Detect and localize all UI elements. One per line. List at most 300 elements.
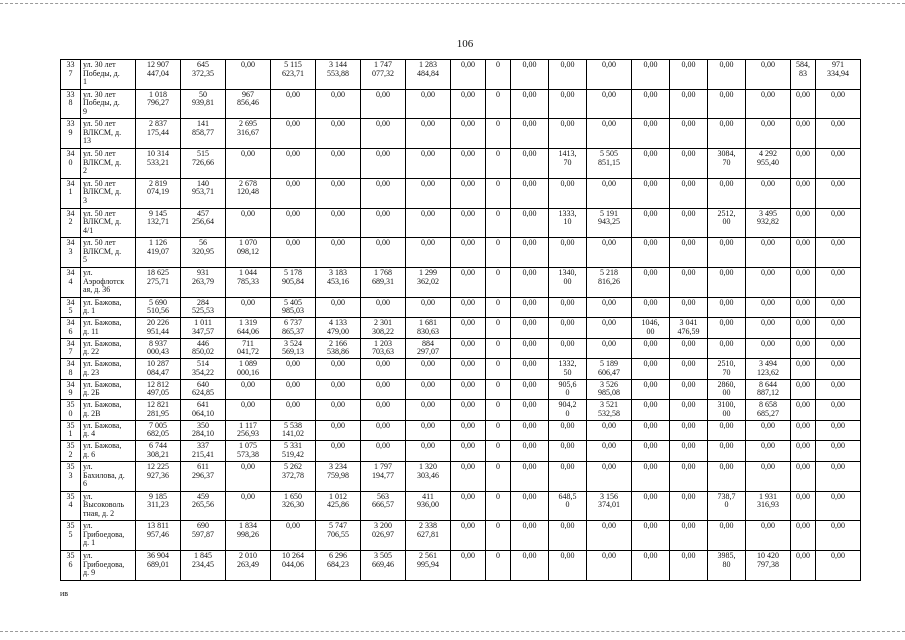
value-cell: 0,00 bbox=[451, 491, 486, 521]
value-cell: 0 bbox=[486, 297, 511, 318]
value-cell: 0,00 bbox=[406, 238, 451, 268]
value-cell: 1340, 00 bbox=[549, 268, 587, 298]
value-cell: 13 811 957,46 bbox=[136, 521, 181, 551]
value-cell: 0,00 bbox=[451, 318, 486, 339]
value-cell: 0 bbox=[486, 238, 511, 268]
value-cell: 0,00 bbox=[670, 60, 708, 90]
value-cell: 0,00 bbox=[549, 119, 587, 149]
value-cell: 1332, 50 bbox=[549, 359, 587, 380]
value-cell: 514 354,22 bbox=[181, 359, 226, 380]
value-cell: 0,00 bbox=[708, 238, 746, 268]
value-cell: 0,00 bbox=[708, 60, 746, 90]
value-cell: 0,00 bbox=[670, 521, 708, 551]
value-cell: 0,00 bbox=[511, 400, 549, 421]
value-cell: 1 747 077,32 bbox=[361, 60, 406, 90]
value-cell: 0,00 bbox=[361, 359, 406, 380]
value-cell: 0,00 bbox=[271, 178, 316, 208]
value-cell: 0,00 bbox=[511, 462, 549, 492]
value-cell: 0,00 bbox=[511, 60, 549, 90]
value-cell: 0,00 bbox=[271, 379, 316, 400]
value-cell: 0,00 bbox=[511, 338, 549, 359]
value-cell: 0,00 bbox=[816, 441, 861, 462]
row-number-cell: 34 4 bbox=[61, 268, 81, 298]
value-cell: 8 644 887,12 bbox=[746, 379, 791, 400]
row-number-cell: 35 5 bbox=[61, 521, 81, 551]
value-cell: 0,00 bbox=[816, 297, 861, 318]
value-cell: 0,00 bbox=[451, 89, 486, 119]
row-number-cell: 35 3 bbox=[61, 462, 81, 492]
value-cell: 3084, 70 bbox=[708, 149, 746, 179]
value-cell: 0,00 bbox=[746, 420, 791, 441]
table-row bbox=[61, 551, 861, 581]
value-cell: 0 bbox=[486, 89, 511, 119]
value-cell: 0,00 bbox=[406, 359, 451, 380]
value-cell: 140 953,71 bbox=[181, 178, 226, 208]
value-cell: 931 263,79 bbox=[181, 268, 226, 298]
row-number-cell: 33 8 bbox=[61, 89, 81, 119]
value-cell: 0,00 bbox=[670, 379, 708, 400]
table-row bbox=[61, 149, 861, 179]
value-cell: 5 178 905,84 bbox=[271, 268, 316, 298]
value-cell: 0,00 bbox=[361, 89, 406, 119]
value-cell: 0,00 bbox=[791, 149, 816, 179]
value-cell: 0,00 bbox=[511, 268, 549, 298]
value-cell: 0 bbox=[486, 379, 511, 400]
value-cell: 0,00 bbox=[406, 208, 451, 238]
value-cell: 0 bbox=[486, 420, 511, 441]
value-cell: 0,00 bbox=[746, 338, 791, 359]
value-cell: 0,00 bbox=[587, 462, 632, 492]
value-cell: 0,00 bbox=[587, 551, 632, 581]
row-number-cell: 35 1 bbox=[61, 420, 81, 441]
value-cell: 0,00 bbox=[587, 521, 632, 551]
value-cell: 0,00 bbox=[451, 420, 486, 441]
value-cell: 9 185 311,23 bbox=[136, 491, 181, 521]
value-cell: 5 538 141,02 bbox=[271, 420, 316, 441]
value-cell: 2860, 00 bbox=[708, 379, 746, 400]
value-cell: 0,00 bbox=[816, 462, 861, 492]
value-cell: 6 744 308,21 bbox=[136, 441, 181, 462]
value-cell: 0,00 bbox=[406, 420, 451, 441]
value-cell: 0,00 bbox=[549, 60, 587, 90]
value-cell: 3 505 669,46 bbox=[361, 551, 406, 581]
value-cell: 0 bbox=[486, 318, 511, 339]
value-cell: 0,00 bbox=[708, 462, 746, 492]
value-cell: 0 bbox=[486, 178, 511, 208]
value-cell: 0,00 bbox=[632, 400, 670, 421]
value-cell: 0,00 bbox=[271, 521, 316, 551]
value-cell: 5 191 943,25 bbox=[587, 208, 632, 238]
value-cell: 1 018 796,27 bbox=[136, 89, 181, 119]
value-cell: 3 495 932,82 bbox=[746, 208, 791, 238]
value-cell: 0,00 bbox=[791, 268, 816, 298]
value-cell: 0 bbox=[486, 491, 511, 521]
value-cell: 0,00 bbox=[816, 491, 861, 521]
value-cell: 3 144 553,88 bbox=[316, 60, 361, 90]
value-cell: 0,00 bbox=[746, 178, 791, 208]
value-cell: 1 320 303,46 bbox=[406, 462, 451, 492]
value-cell: 0,00 bbox=[406, 441, 451, 462]
address-cell: ул. Бажова, д. 23 bbox=[81, 359, 136, 380]
table-row bbox=[61, 297, 861, 318]
value-cell: 5 262 372,78 bbox=[271, 462, 316, 492]
value-cell: 2 695 316,67 bbox=[226, 119, 271, 149]
value-cell: 5 505 851,15 bbox=[587, 149, 632, 179]
value-cell: 0,00 bbox=[791, 338, 816, 359]
value-cell: 640 624,85 bbox=[181, 379, 226, 400]
value-cell: 0,00 bbox=[708, 318, 746, 339]
value-cell: 1 283 484,84 bbox=[406, 60, 451, 90]
value-cell: 5 690 510,56 bbox=[136, 297, 181, 318]
value-cell: 0,00 bbox=[451, 60, 486, 90]
value-cell: 0,00 bbox=[632, 268, 670, 298]
value-cell: 0,00 bbox=[632, 89, 670, 119]
footnote: ив bbox=[60, 589, 69, 598]
value-cell: 0,00 bbox=[746, 119, 791, 149]
value-cell: 611 296,37 bbox=[181, 462, 226, 492]
value-cell: 0,00 bbox=[791, 359, 816, 380]
value-cell: 0,00 bbox=[451, 268, 486, 298]
value-cell: 2 010 263,49 bbox=[226, 551, 271, 581]
value-cell: 0 bbox=[486, 441, 511, 462]
value-cell: 1 126 419,07 bbox=[136, 238, 181, 268]
row-number-cell: 34 1 bbox=[61, 178, 81, 208]
value-cell: 1 768 689,31 bbox=[361, 268, 406, 298]
value-cell: 0,00 bbox=[746, 238, 791, 268]
value-cell: 3 526 985,08 bbox=[587, 379, 632, 400]
value-cell: 0 bbox=[486, 551, 511, 581]
value-cell: 0,00 bbox=[316, 178, 361, 208]
table-row bbox=[61, 89, 861, 119]
address-cell: ул. Грибоедова, д. 1 bbox=[81, 521, 136, 551]
table-row bbox=[61, 462, 861, 492]
value-cell: 2 301 308,22 bbox=[361, 318, 406, 339]
address-cell: ул. 50 лет ВЛКСМ, д. 3 bbox=[81, 178, 136, 208]
value-cell: 8 658 685,27 bbox=[746, 400, 791, 421]
row-number-cell: 34 5 bbox=[61, 297, 81, 318]
value-cell: 1 797 194,77 bbox=[361, 462, 406, 492]
value-cell: 0,00 bbox=[226, 462, 271, 492]
value-cell: 0,00 bbox=[361, 420, 406, 441]
table-row bbox=[61, 521, 861, 551]
value-cell: 8 937 000,43 bbox=[136, 338, 181, 359]
address-cell: ул. Бажова, д. 6 bbox=[81, 441, 136, 462]
value-cell: 711 041,72 bbox=[226, 338, 271, 359]
value-cell: 0,00 bbox=[708, 297, 746, 318]
value-cell: 0,00 bbox=[451, 238, 486, 268]
value-cell: 0,00 bbox=[511, 149, 549, 179]
value-cell: 0,00 bbox=[511, 420, 549, 441]
value-cell: 0,00 bbox=[406, 379, 451, 400]
value-cell: 0,00 bbox=[670, 238, 708, 268]
value-cell: 0,00 bbox=[816, 318, 861, 339]
value-cell: 1046, 00 bbox=[632, 318, 670, 339]
row-number-cell: 35 2 bbox=[61, 441, 81, 462]
value-cell: 411 936,00 bbox=[406, 491, 451, 521]
value-cell: 0,00 bbox=[587, 89, 632, 119]
value-cell: 56 320,95 bbox=[181, 238, 226, 268]
table-row bbox=[61, 238, 861, 268]
value-cell: 4 292 955,40 bbox=[746, 149, 791, 179]
value-cell: 645 372,35 bbox=[181, 60, 226, 90]
value-cell: 2 561 995,94 bbox=[406, 551, 451, 581]
value-cell: 5 405 985,03 bbox=[271, 297, 316, 318]
value-cell: 12 821 281,95 bbox=[136, 400, 181, 421]
row-number-cell: 33 7 bbox=[61, 60, 81, 90]
value-cell: 0,00 bbox=[816, 379, 861, 400]
value-cell: 0,00 bbox=[511, 441, 549, 462]
value-cell: 0,00 bbox=[406, 400, 451, 421]
value-cell: 2 837 175,44 bbox=[136, 119, 181, 149]
value-cell: 641 064,10 bbox=[181, 400, 226, 421]
value-cell: 0,00 bbox=[708, 338, 746, 359]
value-cell: 0,00 bbox=[670, 119, 708, 149]
value-cell: 459 265,56 bbox=[181, 491, 226, 521]
value-cell: 4 133 479,00 bbox=[316, 318, 361, 339]
value-cell: 337 215,41 bbox=[181, 441, 226, 462]
table-row bbox=[61, 178, 861, 208]
value-cell: 0,00 bbox=[791, 178, 816, 208]
value-cell: 1 650 326,30 bbox=[271, 491, 316, 521]
value-cell: 0,00 bbox=[816, 551, 861, 581]
table-row bbox=[61, 318, 861, 339]
value-cell: 6 737 865,37 bbox=[271, 318, 316, 339]
value-cell: 3 524 569,13 bbox=[271, 338, 316, 359]
value-cell: 0,00 bbox=[406, 297, 451, 318]
table-row bbox=[61, 268, 861, 298]
value-cell: 0,00 bbox=[791, 379, 816, 400]
value-cell: 0,00 bbox=[451, 297, 486, 318]
value-cell: 0,00 bbox=[361, 379, 406, 400]
value-cell: 0,00 bbox=[632, 60, 670, 90]
value-cell: 0,00 bbox=[816, 119, 861, 149]
address-cell: ул. Бажова, д. 11 bbox=[81, 318, 136, 339]
value-cell: 5 189 606,47 bbox=[587, 359, 632, 380]
value-cell: 0,00 bbox=[632, 297, 670, 318]
table-row bbox=[61, 491, 861, 521]
value-cell: 18 625 275,71 bbox=[136, 268, 181, 298]
value-cell: 0,00 bbox=[451, 359, 486, 380]
value-cell: 0,00 bbox=[361, 400, 406, 421]
address-cell: ул. Грибоедова, д. 9 bbox=[81, 551, 136, 581]
address-cell: ул. 50 лет ВЛКСМ, д. 4/1 bbox=[81, 208, 136, 238]
value-cell: 0 bbox=[486, 119, 511, 149]
top-border-line bbox=[0, 3, 905, 4]
value-cell: 0,00 bbox=[587, 238, 632, 268]
value-cell: 0,00 bbox=[816, 359, 861, 380]
value-cell: 3 521 532,58 bbox=[587, 400, 632, 421]
value-cell: 1 075 573,38 bbox=[226, 441, 271, 462]
value-cell: 0,00 bbox=[746, 89, 791, 119]
value-cell: 0,00 bbox=[226, 149, 271, 179]
value-cell: 0,00 bbox=[549, 89, 587, 119]
row-number-cell: 35 0 bbox=[61, 400, 81, 421]
address-cell: ул. Бажова, д. 4 bbox=[81, 420, 136, 441]
value-cell: 0,00 bbox=[587, 420, 632, 441]
value-cell: 0,00 bbox=[632, 208, 670, 238]
value-cell: 0,00 bbox=[632, 521, 670, 551]
value-cell: 0,00 bbox=[511, 318, 549, 339]
value-cell: 2 678 120,48 bbox=[226, 178, 271, 208]
value-cell: 0,00 bbox=[316, 89, 361, 119]
value-cell: 0,00 bbox=[670, 178, 708, 208]
value-cell: 0,00 bbox=[746, 297, 791, 318]
value-cell: 0,00 bbox=[670, 149, 708, 179]
value-cell: 648,5 0 bbox=[549, 491, 587, 521]
value-cell: 0,00 bbox=[670, 89, 708, 119]
value-cell: 0,00 bbox=[406, 149, 451, 179]
value-cell: 0,00 bbox=[361, 441, 406, 462]
value-cell: 0,00 bbox=[549, 178, 587, 208]
value-cell: 0,00 bbox=[670, 551, 708, 581]
value-cell: 0,00 bbox=[271, 359, 316, 380]
value-cell: 0,00 bbox=[708, 89, 746, 119]
value-cell: 0,00 bbox=[791, 238, 816, 268]
value-cell: 0,00 bbox=[632, 491, 670, 521]
value-cell: 0,00 bbox=[708, 178, 746, 208]
value-cell: 350 284,10 bbox=[181, 420, 226, 441]
value-cell: 738,7 0 bbox=[708, 491, 746, 521]
address-cell: ул. 50 лет ВЛКСМ, д. 13 bbox=[81, 119, 136, 149]
value-cell: 0,00 bbox=[587, 338, 632, 359]
value-cell: 0,00 bbox=[746, 318, 791, 339]
value-cell: 0,00 bbox=[632, 420, 670, 441]
value-cell: 1 931 316,93 bbox=[746, 491, 791, 521]
value-cell: 0,00 bbox=[451, 379, 486, 400]
value-cell: 971 334,94 bbox=[816, 60, 861, 90]
value-cell: 0,00 bbox=[670, 441, 708, 462]
value-cell: 0,00 bbox=[549, 420, 587, 441]
value-cell: 0,00 bbox=[791, 297, 816, 318]
row-number-cell: 35 4 bbox=[61, 491, 81, 521]
value-cell: 3100, 00 bbox=[708, 400, 746, 421]
value-cell: 0,00 bbox=[451, 441, 486, 462]
value-cell: 0 bbox=[486, 268, 511, 298]
value-cell: 0,00 bbox=[816, 268, 861, 298]
value-cell: 0,00 bbox=[816, 420, 861, 441]
value-cell: 0,00 bbox=[670, 297, 708, 318]
value-cell: 0,00 bbox=[670, 491, 708, 521]
value-cell: 0,00 bbox=[511, 359, 549, 380]
value-cell: 10 287 084,47 bbox=[136, 359, 181, 380]
value-cell: 10 314 533,21 bbox=[136, 149, 181, 179]
value-cell: 0,00 bbox=[632, 441, 670, 462]
value-cell: 0,00 bbox=[271, 208, 316, 238]
page-number: 106 bbox=[456, 38, 474, 50]
row-number-cell: 34 0 bbox=[61, 149, 81, 179]
value-cell: 0,00 bbox=[316, 441, 361, 462]
value-cell: 904,2 0 bbox=[549, 400, 587, 421]
table-row bbox=[61, 338, 861, 359]
value-cell: 0,00 bbox=[791, 491, 816, 521]
value-cell: 0,00 bbox=[791, 551, 816, 581]
value-cell: 1 203 703,63 bbox=[361, 338, 406, 359]
value-cell: 0,00 bbox=[816, 238, 861, 268]
value-cell: 0,00 bbox=[670, 338, 708, 359]
value-cell: 0,00 bbox=[511, 238, 549, 268]
value-cell: 0,00 bbox=[670, 420, 708, 441]
value-cell: 0,00 bbox=[361, 178, 406, 208]
value-cell: 0,00 bbox=[791, 462, 816, 492]
value-cell: 0,00 bbox=[791, 318, 816, 339]
value-cell: 0,00 bbox=[632, 149, 670, 179]
value-cell: 1 011 347,57 bbox=[181, 318, 226, 339]
value-cell: 0,00 bbox=[451, 400, 486, 421]
value-cell: 0,00 bbox=[746, 60, 791, 90]
value-cell: 0,00 bbox=[361, 149, 406, 179]
value-cell: 0,00 bbox=[632, 178, 670, 208]
value-cell: 141 858,77 bbox=[181, 119, 226, 149]
row-number-cell: 34 8 bbox=[61, 359, 81, 380]
value-cell: 0,00 bbox=[549, 238, 587, 268]
row-number-cell: 34 6 bbox=[61, 318, 81, 339]
value-cell: 0,00 bbox=[226, 208, 271, 238]
value-cell: 0,00 bbox=[791, 521, 816, 551]
value-cell: 0,00 bbox=[791, 400, 816, 421]
value-cell: 0,00 bbox=[549, 297, 587, 318]
value-cell: 0,00 bbox=[587, 441, 632, 462]
value-cell: 0,00 bbox=[670, 400, 708, 421]
value-cell: 0,00 bbox=[791, 119, 816, 149]
value-cell: 7 005 682,05 bbox=[136, 420, 181, 441]
value-cell: 0,00 bbox=[226, 297, 271, 318]
value-cell: 0,00 bbox=[511, 89, 549, 119]
table-row bbox=[61, 119, 861, 149]
value-cell: 515 726,66 bbox=[181, 149, 226, 179]
value-cell: 0,00 bbox=[791, 208, 816, 238]
value-cell: 0,00 bbox=[511, 379, 549, 400]
table-row bbox=[61, 379, 861, 400]
address-cell: ул. 30 лет Победы, д. 1 bbox=[81, 60, 136, 90]
value-cell: 0 bbox=[486, 338, 511, 359]
value-cell: 0,00 bbox=[361, 208, 406, 238]
bottom-border-line bbox=[0, 631, 905, 632]
value-cell: 0,00 bbox=[587, 178, 632, 208]
value-cell: 2 819 074,19 bbox=[136, 178, 181, 208]
value-cell: 0,00 bbox=[587, 60, 632, 90]
value-cell: 0,00 bbox=[816, 338, 861, 359]
value-cell: 0,00 bbox=[226, 379, 271, 400]
value-cell: 10 264 044,06 bbox=[271, 551, 316, 581]
value-cell: 0,00 bbox=[708, 420, 746, 441]
value-cell: 0,00 bbox=[816, 89, 861, 119]
value-cell: 0,00 bbox=[271, 119, 316, 149]
value-cell: 1 834 998,26 bbox=[226, 521, 271, 551]
address-cell: ул. Бажова, д. 1 bbox=[81, 297, 136, 318]
value-cell: 1 117 256,93 bbox=[226, 420, 271, 441]
address-cell: ул. 50 лет ВЛКСМ, д. 2 bbox=[81, 149, 136, 179]
value-cell: 0,00 bbox=[451, 551, 486, 581]
value-cell: 0,00 bbox=[361, 119, 406, 149]
value-cell: 3 200 026,97 bbox=[361, 521, 406, 551]
value-cell: 1 681 830,63 bbox=[406, 318, 451, 339]
table-row bbox=[61, 441, 861, 462]
address-cell: ул. Аэрофлотск ая, д. 36 bbox=[81, 268, 136, 298]
value-cell: 2 166 538,86 bbox=[316, 338, 361, 359]
value-cell: 0 bbox=[486, 359, 511, 380]
value-cell: 10 420 797,38 bbox=[746, 551, 791, 581]
value-cell: 457 256,64 bbox=[181, 208, 226, 238]
value-cell: 1333, 10 bbox=[549, 208, 587, 238]
value-cell: 3 183 453,16 bbox=[316, 268, 361, 298]
value-cell: 0,00 bbox=[406, 119, 451, 149]
value-cell: 1 319 644,06 bbox=[226, 318, 271, 339]
value-cell: 0,00 bbox=[746, 268, 791, 298]
address-cell: ул. Бажова, д. 2В bbox=[81, 400, 136, 421]
value-cell: 0,00 bbox=[632, 359, 670, 380]
value-cell: 0,00 bbox=[708, 521, 746, 551]
value-cell: 0,00 bbox=[511, 521, 549, 551]
